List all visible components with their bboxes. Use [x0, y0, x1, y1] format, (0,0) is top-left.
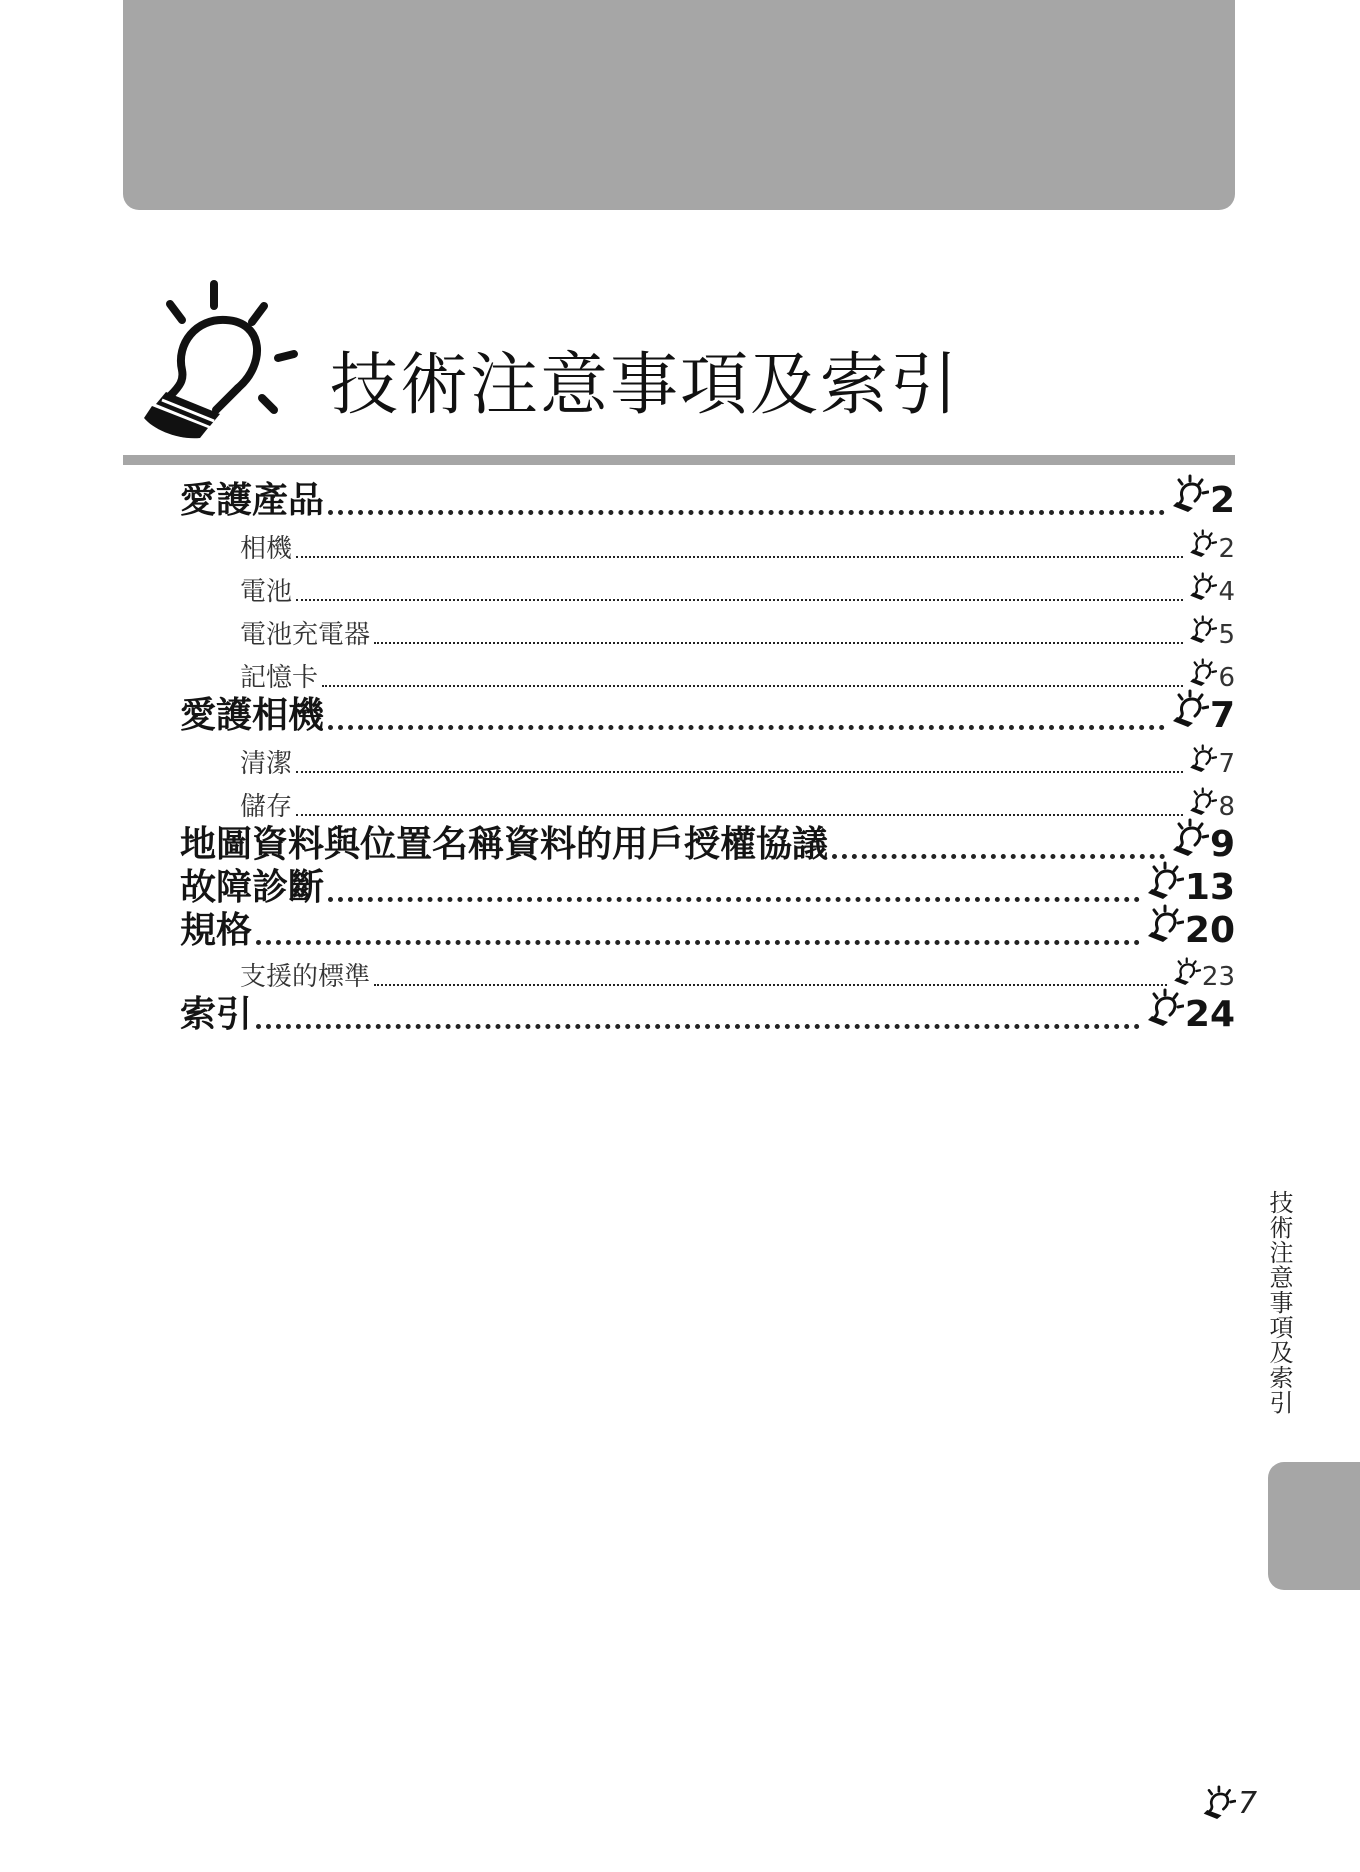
- lightbulb-icon: [1144, 904, 1184, 949]
- dot-leader: [328, 897, 1140, 902]
- page-reference: [1171, 957, 1235, 992]
- lightbulb-icon: [1144, 861, 1184, 906]
- toc-entry[interactable]: [180, 822, 1235, 865]
- toc-entry-label: 愛護相機: [180, 695, 325, 736]
- dot-leader: [256, 1024, 1140, 1029]
- section-tab: [1268, 1462, 1360, 1590]
- toc-entry[interactable]: [180, 736, 1235, 779]
- side-section-label: 技術注意事項及索引: [1265, 1190, 1293, 1415]
- toc-entry-label: 清潔: [240, 749, 293, 779]
- page-number: 13: [1184, 867, 1235, 908]
- page-number: 7: [1238, 1786, 1258, 1821]
- page-reference: [1187, 529, 1235, 564]
- dot-leader: [296, 599, 1183, 601]
- page-number: 5: [1218, 620, 1235, 650]
- lightbulb-icon: [126, 280, 306, 440]
- lightbulb-icon: [1200, 1785, 1236, 1819]
- page-number: 24: [1184, 994, 1235, 1035]
- toc-entry[interactable]: [180, 607, 1235, 650]
- dot-leader: [374, 642, 1183, 644]
- toc-entry[interactable]: [180, 908, 1235, 951]
- lightbulb-icon: [1144, 988, 1184, 1033]
- lightbulb-icon: [1169, 818, 1209, 863]
- page-reference: [1144, 904, 1235, 951]
- toc-entry[interactable]: [180, 478, 1235, 521]
- lightbulb-icon: [1169, 474, 1209, 519]
- toc-entry-label: 電池充電器: [240, 620, 371, 650]
- dot-leader: [322, 685, 1183, 687]
- toc-entry-label: 記憶卡: [240, 663, 319, 693]
- toc-entry-label: 索引: [180, 994, 253, 1035]
- page-number: 23: [1201, 962, 1235, 992]
- page-reference: [1187, 615, 1235, 650]
- page-reference: [1187, 572, 1235, 607]
- lightbulb-icon: [1187, 658, 1217, 691]
- page-number: 6: [1218, 663, 1235, 693]
- toc-entry[interactable]: [180, 650, 1235, 693]
- dot-leader: [296, 814, 1183, 816]
- table-of-contents: [180, 478, 1235, 1035]
- dot-leader: [832, 854, 1165, 859]
- toc-entry[interactable]: [180, 951, 1235, 992]
- toc-entry-label: 故障診斷: [180, 867, 325, 908]
- page-reference: [1187, 658, 1235, 693]
- page-reference: [1169, 818, 1235, 865]
- page-number: 2: [1209, 480, 1235, 521]
- dot-leader: [328, 510, 1165, 515]
- page-number: 20: [1184, 910, 1235, 951]
- page-number: 2: [1218, 534, 1235, 564]
- toc-entry-label: 電池: [240, 577, 293, 607]
- page-reference: [1144, 988, 1235, 1035]
- toc-entry[interactable]: [180, 779, 1235, 822]
- toc-entry-label: 支援的標準: [240, 962, 371, 992]
- header-band: [123, 0, 1235, 210]
- lightbulb-icon: [1187, 744, 1217, 777]
- toc-entry[interactable]: [180, 521, 1235, 564]
- toc-entry-label: 規格: [180, 910, 253, 951]
- lightbulb-icon: [1171, 957, 1201, 990]
- lightbulb-icon: [1169, 689, 1209, 734]
- lightbulb-icon: [1187, 787, 1217, 820]
- dot-leader: [328, 725, 1165, 730]
- page-number: 7: [1218, 749, 1235, 779]
- toc-entry[interactable]: [180, 693, 1235, 736]
- page-number: 8: [1218, 792, 1235, 822]
- page-reference: [1169, 474, 1235, 521]
- toc-entry[interactable]: [180, 992, 1235, 1035]
- page-reference: [1187, 787, 1235, 822]
- title-divider: [123, 455, 1235, 465]
- page-title: 技術注意事項及索引: [330, 346, 961, 425]
- dot-leader: [296, 556, 1183, 558]
- page-reference: [1187, 744, 1235, 779]
- toc-entry-label: 相機: [240, 534, 293, 564]
- toc-entry[interactable]: [180, 865, 1235, 908]
- page-number: 4: [1218, 577, 1235, 607]
- toc-entry-label: 愛護產品: [180, 480, 325, 521]
- page-reference: [1169, 689, 1235, 736]
- page-footer: [1200, 1785, 1257, 1819]
- toc-entry-label: 地圖資料與位置名稱資料的用戶授權協議: [180, 824, 829, 865]
- dot-leader: [374, 984, 1167, 986]
- lightbulb-icon: [1187, 529, 1217, 562]
- page-number: 9: [1209, 824, 1235, 865]
- lightbulb-icon: [1187, 615, 1217, 648]
- page-number: 7: [1209, 695, 1235, 736]
- dot-leader: [296, 771, 1183, 773]
- lightbulb-icon: [1187, 572, 1217, 605]
- dot-leader: [256, 940, 1140, 945]
- page-reference: [1144, 861, 1235, 908]
- toc-entry[interactable]: [180, 564, 1235, 607]
- toc-entry-label: 儲存: [240, 792, 293, 822]
